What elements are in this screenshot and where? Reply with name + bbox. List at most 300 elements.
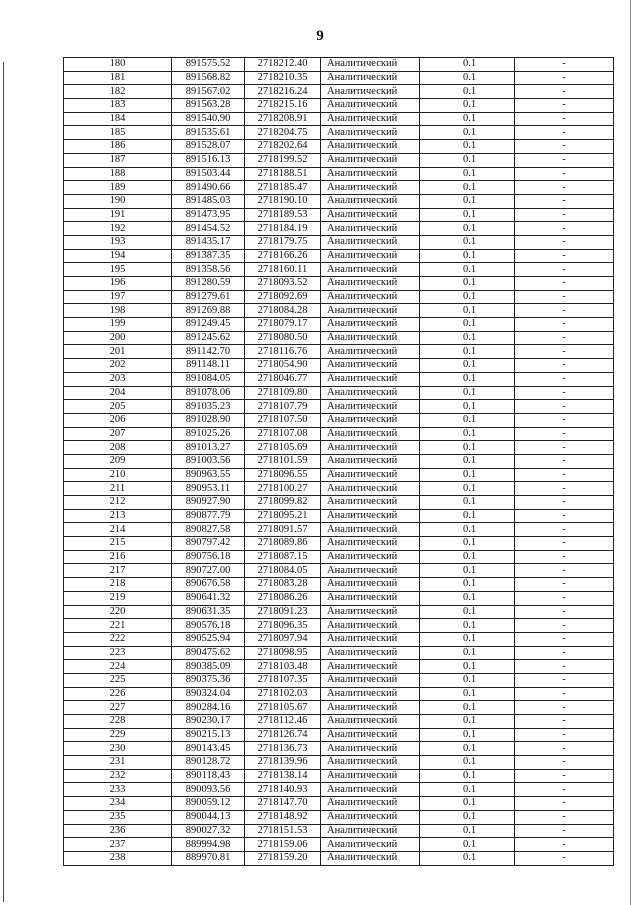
point-number-cell: 227: [64, 701, 172, 715]
description-cell: -: [515, 838, 614, 852]
method-cell: Аналитический: [321, 126, 420, 140]
table-row: [64, 427, 614, 441]
table-row: [64, 167, 614, 181]
method-cell: Аналитический: [321, 591, 420, 605]
x-coordinate-cell: 891249.45: [172, 318, 245, 332]
description-cell: -: [515, 345, 614, 359]
point-number-cell: 221: [64, 619, 172, 633]
y-coordinate-cell: 2718166.26: [245, 249, 321, 263]
y-coordinate-cell: 2718087.15: [245, 550, 321, 564]
accuracy-cell: 0.1: [420, 482, 515, 496]
description-cell: -: [515, 564, 614, 578]
table-row: [64, 400, 614, 414]
description-cell: -: [515, 509, 614, 523]
method-cell: Аналитический: [321, 372, 420, 386]
y-coordinate-cell: 2718079.17: [245, 318, 321, 332]
accuracy-cell: 0.1: [420, 550, 515, 564]
point-number-cell: 195: [64, 263, 172, 277]
x-coordinate-cell: 891473.95: [172, 208, 245, 222]
x-coordinate-cell: 890727.00: [172, 564, 245, 578]
point-number-cell: 228: [64, 715, 172, 729]
y-coordinate-cell: 2718086.26: [245, 591, 321, 605]
x-coordinate-cell: 890059.12: [172, 797, 245, 811]
point-number-cell: 186: [64, 140, 172, 154]
accuracy-cell: 0.1: [420, 769, 515, 783]
accuracy-cell: 0.1: [420, 742, 515, 756]
point-number-cell: 188: [64, 167, 172, 181]
method-cell: Аналитический: [321, 509, 420, 523]
method-cell: Аналитический: [321, 345, 420, 359]
point-number-cell: 194: [64, 249, 172, 263]
accuracy-cell: 0.1: [420, 263, 515, 277]
method-cell: Аналитический: [321, 71, 420, 85]
y-coordinate-cell: 2718107.50: [245, 413, 321, 427]
point-number-cell: 226: [64, 687, 172, 701]
method-cell: Аналитический: [321, 331, 420, 345]
accuracy-cell: 0.1: [420, 797, 515, 811]
point-number-cell: 222: [64, 632, 172, 646]
y-coordinate-cell: 2718159.06: [245, 838, 321, 852]
point-number-cell: 231: [64, 756, 172, 770]
method-cell: Аналитический: [321, 140, 420, 154]
method-cell: Аналитический: [321, 619, 420, 633]
y-coordinate-cell: 2718126.74: [245, 728, 321, 742]
y-coordinate-cell: 2718105.69: [245, 441, 321, 455]
accuracy-cell: 0.1: [420, 235, 515, 249]
description-cell: -: [515, 523, 614, 537]
accuracy-cell: 0.1: [420, 71, 515, 85]
accuracy-cell: 0.1: [420, 386, 515, 400]
description-cell: -: [515, 359, 614, 373]
point-number-cell: 202: [64, 359, 172, 373]
table-row: [64, 646, 614, 660]
point-number-cell: 220: [64, 605, 172, 619]
accuracy-cell: 0.1: [420, 153, 515, 167]
x-coordinate-cell: 890963.55: [172, 468, 245, 482]
y-coordinate-cell: 2718109.80: [245, 386, 321, 400]
description-cell: -: [515, 783, 614, 797]
accuracy-cell: 0.1: [420, 58, 515, 72]
accuracy-cell: 0.1: [420, 496, 515, 510]
table-row: [64, 181, 614, 195]
x-coordinate-cell: 890953.11: [172, 482, 245, 496]
x-coordinate-cell: 890631.35: [172, 605, 245, 619]
x-coordinate-cell: 891535.61: [172, 126, 245, 140]
x-coordinate-cell: 891387.35: [172, 249, 245, 263]
description-cell: -: [515, 468, 614, 482]
accuracy-cell: 0.1: [420, 345, 515, 359]
x-coordinate-cell: 891003.56: [172, 454, 245, 468]
accuracy-cell: 0.1: [420, 756, 515, 770]
point-number-cell: 203: [64, 372, 172, 386]
method-cell: Аналитический: [321, 756, 420, 770]
x-coordinate-cell: 891025.26: [172, 427, 245, 441]
table-row: [64, 632, 614, 646]
y-coordinate-cell: 2718179.75: [245, 235, 321, 249]
point-number-cell: 196: [64, 277, 172, 291]
x-coordinate-cell: 890576.18: [172, 619, 245, 633]
accuracy-cell: 0.1: [420, 413, 515, 427]
coordinates-table: [63, 57, 614, 866]
description-cell: -: [515, 85, 614, 99]
table-row: [64, 687, 614, 701]
method-cell: Аналитический: [321, 112, 420, 126]
description-cell: -: [515, 208, 614, 222]
x-coordinate-cell: 891269.88: [172, 304, 245, 318]
x-coordinate-cell: 891078.06: [172, 386, 245, 400]
description-cell: -: [515, 701, 614, 715]
description-cell: -: [515, 769, 614, 783]
table-row: [64, 454, 614, 468]
table-row: [64, 701, 614, 715]
table-row: [64, 304, 614, 318]
point-number-cell: 208: [64, 441, 172, 455]
method-cell: Аналитический: [321, 715, 420, 729]
table-row: [64, 263, 614, 277]
description-cell: -: [515, 496, 614, 510]
y-coordinate-cell: 2718095.21: [245, 509, 321, 523]
y-coordinate-cell: 2718215.16: [245, 99, 321, 113]
y-coordinate-cell: 2718107.08: [245, 427, 321, 441]
y-coordinate-cell: 2718101.59: [245, 454, 321, 468]
table-row: [64, 537, 614, 551]
x-coordinate-cell: 890128.72: [172, 756, 245, 770]
table-row: [64, 345, 614, 359]
description-cell: -: [515, 153, 614, 167]
description-cell: -: [515, 372, 614, 386]
method-cell: Аналитический: [321, 482, 420, 496]
right-margin-rule: [630, 0, 631, 905]
method-cell: Аналитический: [321, 454, 420, 468]
point-number-cell: 215: [64, 537, 172, 551]
table-row: [64, 523, 614, 537]
point-number-cell: 234: [64, 797, 172, 811]
y-coordinate-cell: 2718210.35: [245, 71, 321, 85]
table-row: [64, 372, 614, 386]
y-coordinate-cell: 2718096.35: [245, 619, 321, 633]
accuracy-cell: 0.1: [420, 838, 515, 852]
table-row: [64, 564, 614, 578]
x-coordinate-cell: 890927.90: [172, 496, 245, 510]
description-cell: -: [515, 400, 614, 414]
point-number-cell: 189: [64, 181, 172, 195]
point-number-cell: 198: [64, 304, 172, 318]
y-coordinate-cell: 2718199.52: [245, 153, 321, 167]
description-cell: -: [515, 249, 614, 263]
accuracy-cell: 0.1: [420, 454, 515, 468]
accuracy-cell: 0.1: [420, 167, 515, 181]
y-coordinate-cell: 2718159.20: [245, 851, 321, 865]
accuracy-cell: 0.1: [420, 715, 515, 729]
x-coordinate-cell: 890230.17: [172, 715, 245, 729]
y-coordinate-cell: 2718208.91: [245, 112, 321, 126]
method-cell: Аналитический: [321, 400, 420, 414]
method-cell: Аналитический: [321, 58, 420, 72]
table-row: [64, 413, 614, 427]
method-cell: Аналитический: [321, 222, 420, 236]
x-coordinate-cell: 890324.04: [172, 687, 245, 701]
table-row: [64, 235, 614, 249]
method-cell: Аналитический: [321, 783, 420, 797]
x-coordinate-cell: 891540.90: [172, 112, 245, 126]
table-row: [64, 277, 614, 291]
description-cell: -: [515, 742, 614, 756]
description-cell: -: [515, 99, 614, 113]
x-coordinate-cell: 891148.11: [172, 359, 245, 373]
accuracy-cell: 0.1: [420, 619, 515, 633]
table-row: [64, 359, 614, 373]
description-cell: -: [515, 810, 614, 824]
table-row: [64, 85, 614, 99]
y-coordinate-cell: 2718107.79: [245, 400, 321, 414]
description-cell: -: [515, 235, 614, 249]
point-number-cell: 207: [64, 427, 172, 441]
table-row: [64, 769, 614, 783]
method-cell: Аналитический: [321, 167, 420, 181]
description-cell: -: [515, 222, 614, 236]
description-cell: -: [515, 756, 614, 770]
x-coordinate-cell: 891567.02: [172, 85, 245, 99]
accuracy-cell: 0.1: [420, 851, 515, 865]
description-cell: -: [515, 797, 614, 811]
y-coordinate-cell: 2718107.35: [245, 673, 321, 687]
point-number-cell: 224: [64, 660, 172, 674]
y-coordinate-cell: 2718216.24: [245, 85, 321, 99]
y-coordinate-cell: 2718148.92: [245, 810, 321, 824]
point-number-cell: 182: [64, 85, 172, 99]
y-coordinate-cell: 2718140.93: [245, 783, 321, 797]
description-cell: -: [515, 646, 614, 660]
point-number-cell: 205: [64, 400, 172, 414]
point-number-cell: 218: [64, 578, 172, 592]
method-cell: Аналитический: [321, 290, 420, 304]
point-number-cell: 193: [64, 235, 172, 249]
description-cell: -: [515, 304, 614, 318]
table-row: [64, 728, 614, 742]
description-cell: -: [515, 715, 614, 729]
method-cell: Аналитический: [321, 797, 420, 811]
table-row: [64, 496, 614, 510]
page-number: 9: [316, 28, 324, 44]
y-coordinate-cell: 2718202.64: [245, 140, 321, 154]
y-coordinate-cell: 2718093.52: [245, 277, 321, 291]
table-row: [64, 756, 614, 770]
accuracy-cell: 0.1: [420, 290, 515, 304]
point-number-cell: 183: [64, 99, 172, 113]
point-number-cell: 238: [64, 851, 172, 865]
method-cell: Аналитический: [321, 537, 420, 551]
method-cell: Аналитический: [321, 468, 420, 482]
method-cell: Аналитический: [321, 304, 420, 318]
x-coordinate-cell: 890284.16: [172, 701, 245, 715]
y-coordinate-cell: 2718096.55: [245, 468, 321, 482]
table-row: [64, 810, 614, 824]
point-number-cell: 191: [64, 208, 172, 222]
description-cell: -: [515, 824, 614, 838]
x-coordinate-cell: 891035.23: [172, 400, 245, 414]
x-coordinate-cell: 891454.52: [172, 222, 245, 236]
point-number-cell: 197: [64, 290, 172, 304]
description-cell: -: [515, 331, 614, 345]
accuracy-cell: 0.1: [420, 591, 515, 605]
accuracy-cell: 0.1: [420, 112, 515, 126]
point-number-cell: 236: [64, 824, 172, 838]
accuracy-cell: 0.1: [420, 427, 515, 441]
method-cell: Аналитический: [321, 673, 420, 687]
description-cell: -: [515, 482, 614, 496]
table-row: [64, 660, 614, 674]
point-number-cell: 206: [64, 413, 172, 427]
table-row: [64, 783, 614, 797]
point-number-cell: 181: [64, 71, 172, 85]
x-coordinate-cell: 890756.18: [172, 550, 245, 564]
table-row: [64, 509, 614, 523]
description-cell: -: [515, 441, 614, 455]
point-number-cell: 219: [64, 591, 172, 605]
method-cell: Аналитический: [321, 824, 420, 838]
description-cell: -: [515, 126, 614, 140]
y-coordinate-cell: 2718139.96: [245, 756, 321, 770]
description-cell: -: [515, 454, 614, 468]
coordinates-table-body: [64, 58, 614, 866]
y-coordinate-cell: 2718160.11: [245, 263, 321, 277]
y-coordinate-cell: 2718098.95: [245, 646, 321, 660]
table-row: [64, 578, 614, 592]
point-number-cell: 216: [64, 550, 172, 564]
accuracy-cell: 0.1: [420, 509, 515, 523]
accuracy-cell: 0.1: [420, 687, 515, 701]
description-cell: -: [515, 427, 614, 441]
point-number-cell: 211: [64, 482, 172, 496]
method-cell: Аналитический: [321, 208, 420, 222]
accuracy-cell: 0.1: [420, 99, 515, 113]
table-row: [64, 140, 614, 154]
accuracy-cell: 0.1: [420, 331, 515, 345]
x-coordinate-cell: 890027.32: [172, 824, 245, 838]
x-coordinate-cell: 891575.52: [172, 58, 245, 72]
accuracy-cell: 0.1: [420, 222, 515, 236]
y-coordinate-cell: 2718092.69: [245, 290, 321, 304]
point-number-cell: 214: [64, 523, 172, 537]
point-number-cell: 184: [64, 112, 172, 126]
y-coordinate-cell: 2718099.82: [245, 496, 321, 510]
accuracy-cell: 0.1: [420, 810, 515, 824]
table-row: [64, 673, 614, 687]
method-cell: Аналитический: [321, 496, 420, 510]
description-cell: -: [515, 851, 614, 865]
method-cell: Аналитический: [321, 181, 420, 195]
x-coordinate-cell: 891528.07: [172, 140, 245, 154]
y-coordinate-cell: 2718189.53: [245, 208, 321, 222]
y-coordinate-cell: 2718100.27: [245, 482, 321, 496]
table-row: [64, 208, 614, 222]
description-cell: -: [515, 290, 614, 304]
accuracy-cell: 0.1: [420, 318, 515, 332]
x-coordinate-cell: 890676.58: [172, 578, 245, 592]
accuracy-cell: 0.1: [420, 126, 515, 140]
accuracy-cell: 0.1: [420, 605, 515, 619]
point-number-cell: 223: [64, 646, 172, 660]
x-coordinate-cell: 891435.17: [172, 235, 245, 249]
y-coordinate-cell: 2718147.70: [245, 797, 321, 811]
table-row: [64, 824, 614, 838]
x-coordinate-cell: 889994.98: [172, 838, 245, 852]
y-coordinate-cell: 2718046.77: [245, 372, 321, 386]
y-coordinate-cell: 2718188.51: [245, 167, 321, 181]
method-cell: Аналитический: [321, 769, 420, 783]
method-cell: Аналитический: [321, 701, 420, 715]
x-coordinate-cell: 891516.13: [172, 153, 245, 167]
y-coordinate-cell: 2718112.46: [245, 715, 321, 729]
accuracy-cell: 0.1: [420, 646, 515, 660]
table-row: [64, 441, 614, 455]
y-coordinate-cell: 2718091.57: [245, 523, 321, 537]
method-cell: Аналитический: [321, 564, 420, 578]
x-coordinate-cell: 891084.05: [172, 372, 245, 386]
point-number-cell: 190: [64, 194, 172, 208]
x-coordinate-cell: 890385.09: [172, 660, 245, 674]
x-coordinate-cell: 891563.28: [172, 99, 245, 113]
method-cell: Аналитический: [321, 427, 420, 441]
x-coordinate-cell: 890044.13: [172, 810, 245, 824]
accuracy-cell: 0.1: [420, 728, 515, 742]
point-number-cell: 201: [64, 345, 172, 359]
method-cell: Аналитический: [321, 851, 420, 865]
y-coordinate-cell: 2718204.75: [245, 126, 321, 140]
y-coordinate-cell: 2718054.90: [245, 359, 321, 373]
description-cell: -: [515, 728, 614, 742]
table-row: [64, 194, 614, 208]
y-coordinate-cell: 2718116.76: [245, 345, 321, 359]
y-coordinate-cell: 2718105.67: [245, 701, 321, 715]
point-number-cell: 217: [64, 564, 172, 578]
method-cell: Аналитический: [321, 728, 420, 742]
accuracy-cell: 0.1: [420, 824, 515, 838]
accuracy-cell: 0.1: [420, 468, 515, 482]
x-coordinate-cell: 891013.27: [172, 441, 245, 455]
method-cell: Аналитический: [321, 318, 420, 332]
accuracy-cell: 0.1: [420, 783, 515, 797]
method-cell: Аналитический: [321, 263, 420, 277]
x-coordinate-cell: 891280.59: [172, 277, 245, 291]
y-coordinate-cell: 2718103.48: [245, 660, 321, 674]
y-coordinate-cell: 2718091.23: [245, 605, 321, 619]
table-row: [64, 550, 614, 564]
description-cell: -: [515, 619, 614, 633]
accuracy-cell: 0.1: [420, 304, 515, 318]
method-cell: Аналитический: [321, 359, 420, 373]
table-row: [64, 619, 614, 633]
point-number-cell: 232: [64, 769, 172, 783]
description-cell: -: [515, 263, 614, 277]
x-coordinate-cell: 891568.82: [172, 71, 245, 85]
x-coordinate-cell: 891142.70: [172, 345, 245, 359]
description-cell: -: [515, 687, 614, 701]
table-row: [64, 591, 614, 605]
y-coordinate-cell: 2718212.40: [245, 58, 321, 72]
description-cell: -: [515, 71, 614, 85]
table-row: [64, 222, 614, 236]
method-cell: Аналитический: [321, 605, 420, 619]
description-cell: -: [515, 318, 614, 332]
table-row: [64, 605, 614, 619]
x-coordinate-cell: 891503.44: [172, 167, 245, 181]
accuracy-cell: 0.1: [420, 181, 515, 195]
description-cell: -: [515, 194, 614, 208]
description-cell: -: [515, 605, 614, 619]
accuracy-cell: 0.1: [420, 701, 515, 715]
x-coordinate-cell: 890143.45: [172, 742, 245, 756]
